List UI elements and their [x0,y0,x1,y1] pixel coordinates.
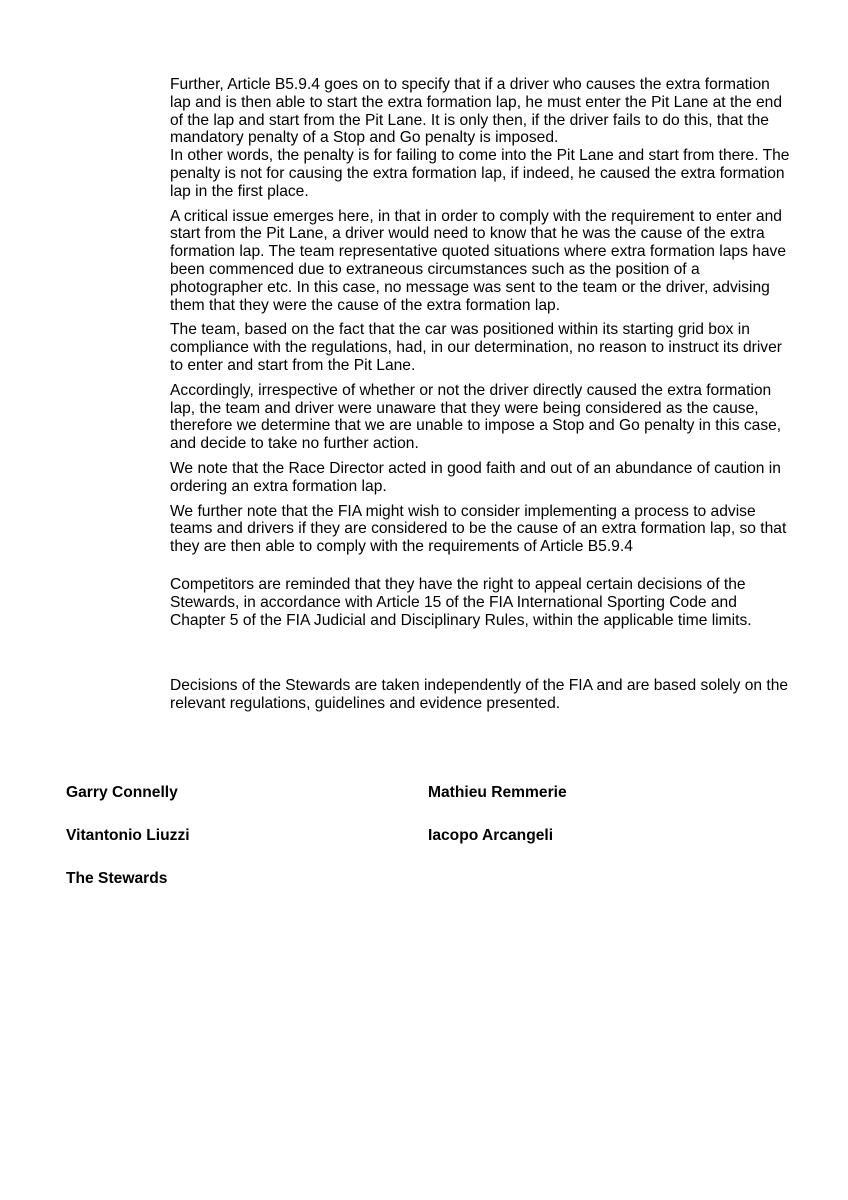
paragraph-race-director: We note that the Race Director acted in good faith and out of an abundance of caution in ordering an extra formation lap. [170,459,781,495]
steward-signature-arcangeli: Iacopo Arcangeli [428,827,554,844]
decision-body [170,76,790,563]
paragraph-team-position: The team, based on the fact that the car was positioned within its starting grid box in compliance with the regulations, had, in our determination, no reason to instruct its driver to enter and start from the Pit Lane. [170,321,782,374]
paragraph-fia-recommendation: We further note that the FIA might wish to consider implementing a process to advise teams and drivers if they are considered to be the cause of an extra formation lap, so that they are then able to comply with the requirements of Article B5.9.4 [170,502,787,556]
steward-signature-connelly: Garry Connelly [66,784,178,801]
paragraph-determination: Accordingly, irrespective of whether or not the driver directly caused the extra formation lap, the team and driver were unaware that they were being considered as the cause, therefore we determine that we are unable to impose a Stop and Go penalty in this case, and decide to take no further action. [170,381,782,453]
independence-notice: Decisions of the Stewards are taken independently of the FIA and are based solely on the relevant regulations, guidelines and evidence presented. [170,677,789,712]
paragraph-critical-issue: A critical issue emerges here, in that in order to comply with the requirement to enter and start from the Pit Lane, a driver would need to know that he was the cause of the extra formation lap. The team representative quoted situations where extra formation laps have been commenced due to extraneous circumstances such as the position of a photographer etc. In this case, no message was sent to the team or the driver, advising them that they were the cause of the extra formation lap. [170,207,787,314]
paragraph-penalty-clarification: In other words, the penalty is for failing to come into the Pit Lane and start from there. The penalty is not for causing the extra formation lap, if indeed, he caused the extra formation lap in the first place. [170,147,790,200]
stewards-label: The Stewards [66,870,168,887]
steward-signature-remmerie: Mathieu Remmerie [428,784,567,801]
appeal-notice: Competitors are reminded that they have the right to appeal certain decisions of the Stewards, in accordance with Article 15 of the FIA International Sporting Code and Chapter 5 of the FIA Judicial and Disciplinary Rules, within the applicable time limits. [170,576,752,629]
steward-signature-liuzzi: Vitantonio Liuzzi [66,827,190,844]
paragraph-article-b594: Further, Article B5.9.4 goes on to specify that if a driver who causes the extra formation lap and is then able to start the extra formation lap, he must enter the Pit Lane at the end of the lap and start from the Pit Lane. It is only then, if the driver fails to do this, that the mandatory penalty of a Stop and Go penalty is imposed. [170,76,783,147]
